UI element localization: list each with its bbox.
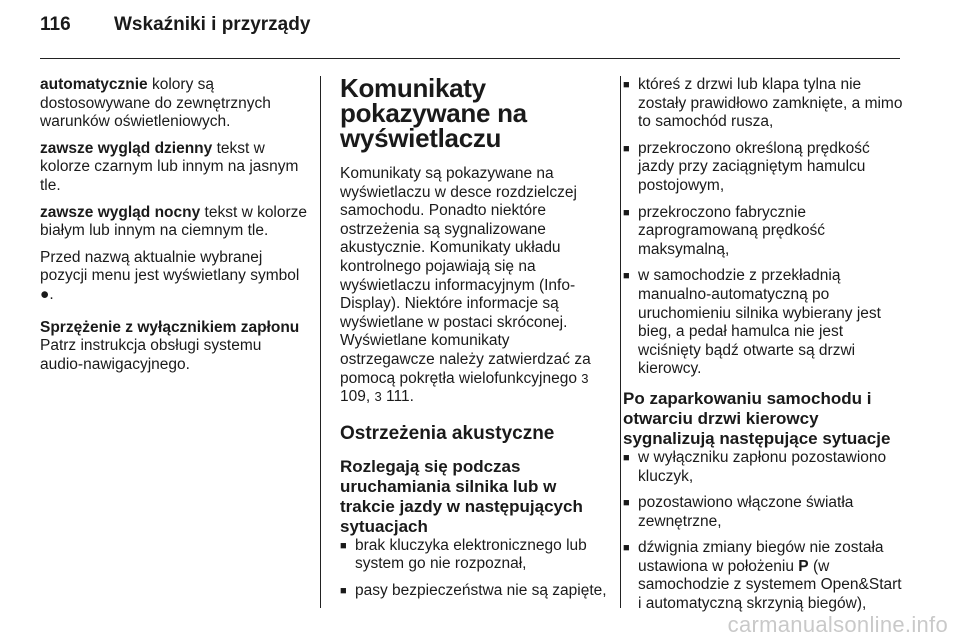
list-item-text: (w samochodzie z systemem Open&Start i automatyczną skrzynią biegów),: [638, 557, 902, 613]
list-item: ■ przekroczono określoną prędkość jazdy przy zaciągniętym hamulcu postojowym,: [623, 140, 905, 196]
list-item: ■ pasy bezpieczeństwa nie są zapięte,: [340, 582, 608, 601]
body-text: Komunikaty są pokazywane na wyświetlaczu w desce rozdzielczej samochodu. Ponadto niektóre ostrzeżenia są sygnalizowane akustycznie. Komunikaty układu kontrolnego pojawiają się na wyświetlaczu informacyjnym (Info-Display). Niektóre informacje są wyświetlane w postaci skróconej. Wyświetlane komunikaty ostrzegawcze należy zatwierdzać za pomocą pokrętła wielofunkcyjnego: [340, 165, 591, 387]
column-divider-2: [620, 76, 621, 608]
list-item: ■ któreś z drzwi lub klapa tylna nie zostały prawidłowo zamknięte, a mimo to samochód rusza,: [623, 76, 905, 132]
list-item-text: dźwignia zmiany biegów nie została ustawiona w położeniu: [638, 539, 884, 575]
warning-list: [623, 76, 905, 379]
paragraph: [40, 140, 308, 196]
term-day-mode-desc: tekst w kolorze czarnym lub innym na jasnym tle.: [40, 139, 299, 194]
paragraph: [40, 204, 308, 241]
column-3: [623, 76, 905, 622]
list-item: ■ brak kluczyka elektronicznego lub system go nie rozpoznał,: [340, 537, 608, 574]
punctuation: .: [409, 388, 414, 406]
page-header: [40, 14, 310, 36]
sub-heading: Po zaparkowaniu samochodu i otwarciu drzwi kierowcy sygnalizują następujące sytuacje: [623, 388, 891, 448]
warning-list: [340, 537, 608, 601]
page-ref-icon: 3: [581, 370, 589, 386]
parked-warning-list: [623, 449, 905, 614]
page-title: Wskaźniki i przyrządy: [114, 14, 311, 35]
gear-position-p: P: [798, 557, 809, 575]
term-night-mode-desc: tekst w kolorze białym lub innym na ciemnym tle.: [40, 203, 308, 240]
term-automatic: automatycznie: [40, 76, 148, 93]
punctuation: .: [49, 285, 54, 303]
term-day-mode: zawsze wygląd dzienny: [40, 139, 213, 157]
list-item: ■ przekroczono fabrycznie zaprogramowaną prędkość maksymalną,: [623, 204, 905, 260]
term-automatic-desc: kolory są dostosowywane do zewnętrznych warunków oświetleniowych.: [40, 76, 271, 131]
term-night-mode: zawsze wygląd nocny: [40, 203, 201, 221]
subsection-heading: Ostrzeżenia akustyczne: [340, 422, 555, 444]
page-ref-icon: 3: [374, 389, 382, 405]
list-item: ■ pozostawiono włączone światła zewnętrzne,: [623, 494, 905, 531]
list-item: ■ w samochodzie z przekładnią manualno-automatyczną po uruchomieniu silnika wybierany jest bieg, a pedał hamulca nie jest wciśnięty bądź otwarte są drzwi kierowcy.: [623, 267, 905, 379]
body-paragraph: [340, 165, 608, 407]
list-item: [623, 539, 905, 613]
bullet-symbol-icon: ●: [40, 285, 50, 303]
punctuation: ,: [365, 388, 371, 406]
sub-heading: Rozlegają się podczas uruchamiania silnika lub w trakcie jazdy w następujących sytuacjach: [340, 456, 583, 536]
page-ref-link[interactable]: 109: [340, 388, 366, 406]
header-rule: [40, 58, 900, 59]
page-ref-link[interactable]: 111: [386, 388, 410, 406]
menu-symbol-text: Przed nazwą aktualnie wybranej pozycji menu jest wyświetlany symbol: [40, 248, 300, 285]
paragraph: [40, 76, 308, 132]
section-heading: Komunikaty pokazywane na wyświetlaczu: [340, 73, 527, 153]
list-item: ■ w wyłączniku zapłonu pozostawiono kluczyk,: [623, 449, 905, 486]
column-2: [340, 73, 608, 609]
paragraph: Patrz instrukcja obsługi systemu audio-nawigacyjnego.: [40, 337, 262, 373]
paragraph: [40, 249, 308, 305]
column-divider-1: [320, 76, 321, 608]
watermark: carmanualsonline.info: [727, 612, 948, 637]
page-number: 116: [40, 14, 71, 35]
column-1: [40, 76, 308, 382]
ignition-heading: Sprzężenie z wyłącznikiem zapłonu: [40, 318, 300, 336]
